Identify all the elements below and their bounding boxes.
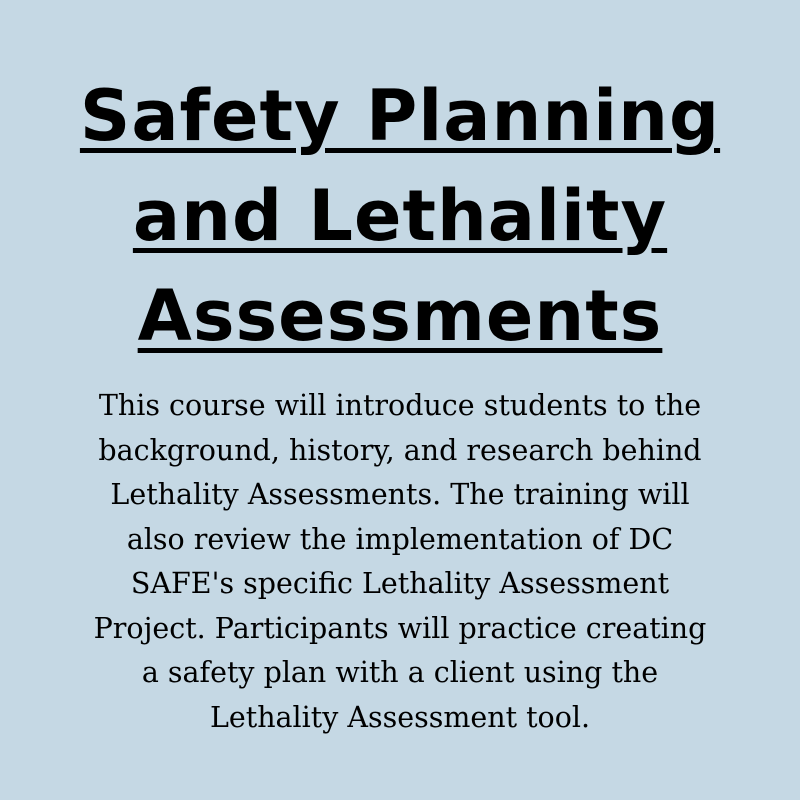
course-description-line: Lethality Assessments. The training will bbox=[110, 478, 690, 511]
course-description-line: SAFE's specific Lethality Assessment bbox=[130, 567, 670, 600]
course-title-line: Safety Planning bbox=[79, 75, 721, 157]
course-description-line: Lethality Assessment tool. bbox=[209, 700, 591, 734]
course-description bbox=[30, 384, 770, 740]
course-description-line: Project. Participants will practice creating bbox=[93, 611, 707, 645]
course-title bbox=[40, 66, 760, 366]
course-title-line: Assessments bbox=[137, 275, 663, 357]
course-description-line: a safety plan with a client using the bbox=[141, 656, 659, 689]
course-title-line: and Lethality bbox=[132, 175, 668, 257]
course-description-line: also review the implementation of DC bbox=[126, 522, 674, 556]
course-description-line: background, history, and research behind bbox=[98, 433, 702, 467]
course-description-line: This course will introduce students to the bbox=[98, 389, 702, 422]
